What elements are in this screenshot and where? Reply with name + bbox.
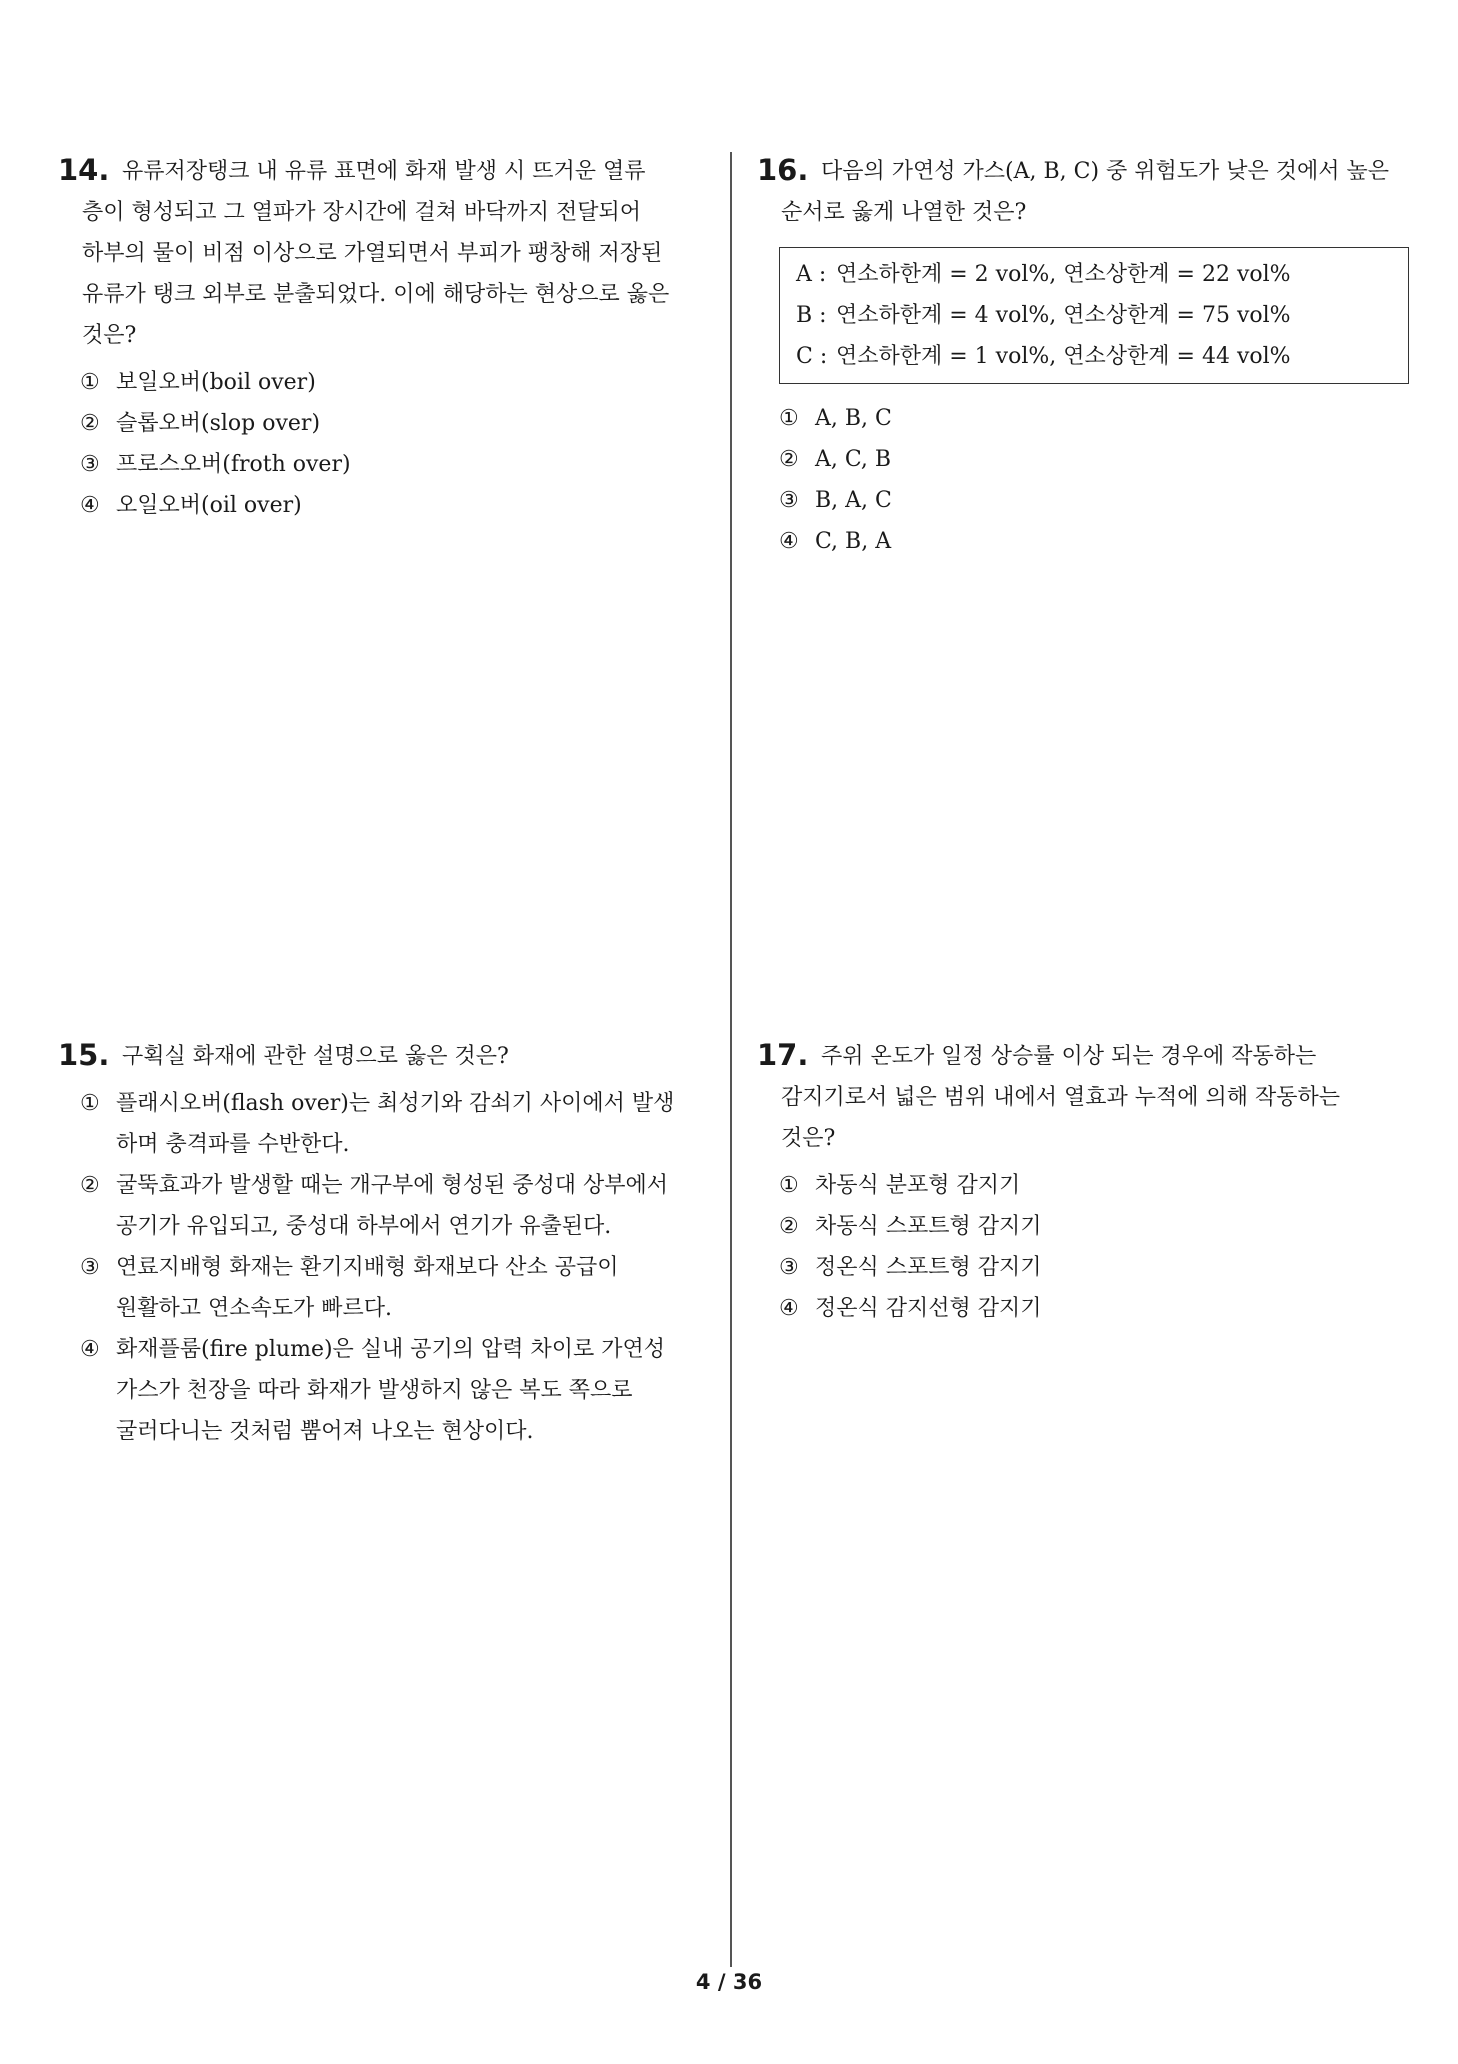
- option-text: 슬롭오버(slop over): [116, 411, 321, 436]
- option-4[interactable]: [779, 1288, 1397, 1329]
- option-text: 차동식 분포형 감지기: [815, 1173, 1021, 1198]
- box-key: C :: [796, 344, 828, 369]
- stem-line: 것은?: [781, 1126, 836, 1151]
- option-text: 원활하고 연소속도가 빠르다.: [116, 1296, 393, 1321]
- option-text: 하며 충격파를 수반한다.: [116, 1132, 350, 1157]
- box-key: A :: [796, 262, 827, 287]
- question-17: [757, 1035, 1397, 1329]
- question-stem: [122, 1035, 698, 1077]
- answer-options: [779, 398, 1397, 562]
- option-text: 화재플룸(fire plume)은 실내 공기의 압력 차이로 가연성: [116, 1337, 666, 1362]
- stem-line: 주위 온도가 일정 상승률 이상 되는 경우에 작동하는: [821, 1044, 1317, 1069]
- condition-box: [779, 247, 1409, 384]
- option-3[interactable]: [779, 1247, 1397, 1288]
- option-mark: ②: [80, 411, 100, 436]
- stem-line: 감지기로서 넓은 범위 내에서 열효과 누적에 의해 작동하는: [781, 1085, 1341, 1110]
- option-mark: ③: [779, 1255, 799, 1280]
- option-mark: ②: [779, 1214, 799, 1239]
- option-mark: ②: [779, 447, 799, 472]
- option-text: 플래시오버(flash over)는 최성기와 감쇠기 사이에서 발생: [116, 1091, 675, 1116]
- question-15: [58, 1035, 698, 1452]
- option-2[interactable]: [779, 439, 1397, 480]
- option-text: A, C, B: [815, 447, 892, 472]
- stem-line: 순서로 옳게 나열한 것은?: [781, 200, 1027, 225]
- question-14: [58, 150, 698, 526]
- option-3[interactable]: [80, 444, 698, 485]
- option-text: 공기가 유입되고, 중성대 하부에서 연기가 유출된다.: [116, 1214, 612, 1239]
- question-number: 16.: [757, 153, 809, 187]
- stem-line: 하부의 물이 비점 이상으로 가열되면서 부피가 팽창해 저장된: [82, 241, 663, 266]
- option-3[interactable]: [779, 480, 1397, 521]
- stem-line: 것은?: [82, 323, 137, 348]
- option-mark: ①: [80, 370, 100, 395]
- box-key: B :: [796, 303, 827, 328]
- stem-line: 구획실 화재에 관한 설명으로 옳은 것은?: [122, 1044, 509, 1069]
- option-text: 보일오버(boil over): [116, 370, 316, 395]
- answer-options: [80, 362, 698, 526]
- option-mark: ③: [80, 452, 100, 477]
- option-text: 정온식 감지선형 감지기: [815, 1296, 1042, 1321]
- option-1[interactable]: [779, 398, 1397, 439]
- option-4[interactable]: [80, 1329, 698, 1452]
- box-text: 연소하한계 = 2 vol%, 연소상한계 = 22 vol%: [836, 262, 1291, 287]
- stem-line: 유류저장탱크 내 유류 표면에 화재 발생 시 뜨거운 열류: [122, 159, 646, 184]
- option-1[interactable]: [779, 1165, 1397, 1206]
- option-1[interactable]: [80, 1083, 698, 1165]
- option-mark: ②: [80, 1173, 100, 1198]
- option-text: 가스가 천장을 따라 화재가 발생하지 않은 복도 쪽으로: [116, 1378, 633, 1403]
- option-mark: ③: [779, 488, 799, 513]
- option-mark: ①: [80, 1091, 100, 1116]
- box-row-c: [796, 336, 1392, 377]
- option-mark: ④: [779, 1296, 799, 1321]
- option-text: 굴러다니는 것처럼 뿜어져 나오는 현상이다.: [116, 1419, 534, 1444]
- option-mark: ③: [80, 1255, 100, 1280]
- option-mark: ④: [779, 529, 799, 554]
- option-text: 차동식 스포트형 감지기: [815, 1214, 1042, 1239]
- stem-line: 층이 형성되고 그 열파가 장시간에 걸쳐 바닥까지 전달되어: [82, 200, 642, 225]
- option-mark: ④: [80, 493, 100, 518]
- option-3[interactable]: [80, 1247, 698, 1329]
- question-number: 15.: [58, 1038, 110, 1072]
- option-text: 연료지배형 화재는 환기지배형 화재보다 산소 공급이: [116, 1255, 619, 1280]
- option-text: B, A, C: [815, 488, 892, 513]
- column-divider: [730, 152, 732, 1967]
- option-text: 정온식 스포트형 감지기: [815, 1255, 1042, 1280]
- option-mark: ④: [80, 1337, 100, 1362]
- option-text: 굴뚝효과가 발생할 때는 개구부에 형성된 중성대 상부에서: [116, 1173, 669, 1198]
- option-4[interactable]: [80, 485, 698, 526]
- stem-line: 유류가 탱크 외부로 분출되었다. 이에 해당하는 현상으로 옳은: [82, 282, 670, 307]
- answer-options: [80, 1083, 698, 1452]
- option-2[interactable]: [779, 1206, 1397, 1247]
- box-row-a: [796, 254, 1392, 295]
- page-number: 4 / 36: [695, 1970, 763, 1994]
- question-number: 17.: [757, 1038, 809, 1072]
- option-2[interactable]: [80, 1165, 698, 1247]
- option-text: A, B, C: [815, 406, 892, 431]
- option-text: 프로스오버(froth over): [116, 452, 351, 477]
- option-1[interactable]: [80, 362, 698, 403]
- box-text: 연소하한계 = 1 vol%, 연소상한계 = 44 vol%: [836, 344, 1291, 369]
- box-row-b: [796, 295, 1392, 336]
- stem-line: 다음의 가연성 가스(A, B, C) 중 위험도가 낮은 것에서 높은: [821, 159, 1390, 184]
- question-number: 14.: [58, 153, 110, 187]
- option-text: 오일오버(oil over): [116, 493, 302, 518]
- question-16: [757, 150, 1397, 562]
- box-text: 연소하한계 = 4 vol%, 연소상한계 = 75 vol%: [836, 303, 1291, 328]
- option-text: C, B, A: [815, 529, 892, 554]
- answer-options: [779, 1165, 1397, 1329]
- option-4[interactable]: [779, 521, 1397, 562]
- option-2[interactable]: [80, 403, 698, 444]
- option-mark: ①: [779, 1173, 799, 1198]
- option-mark: ①: [779, 406, 799, 431]
